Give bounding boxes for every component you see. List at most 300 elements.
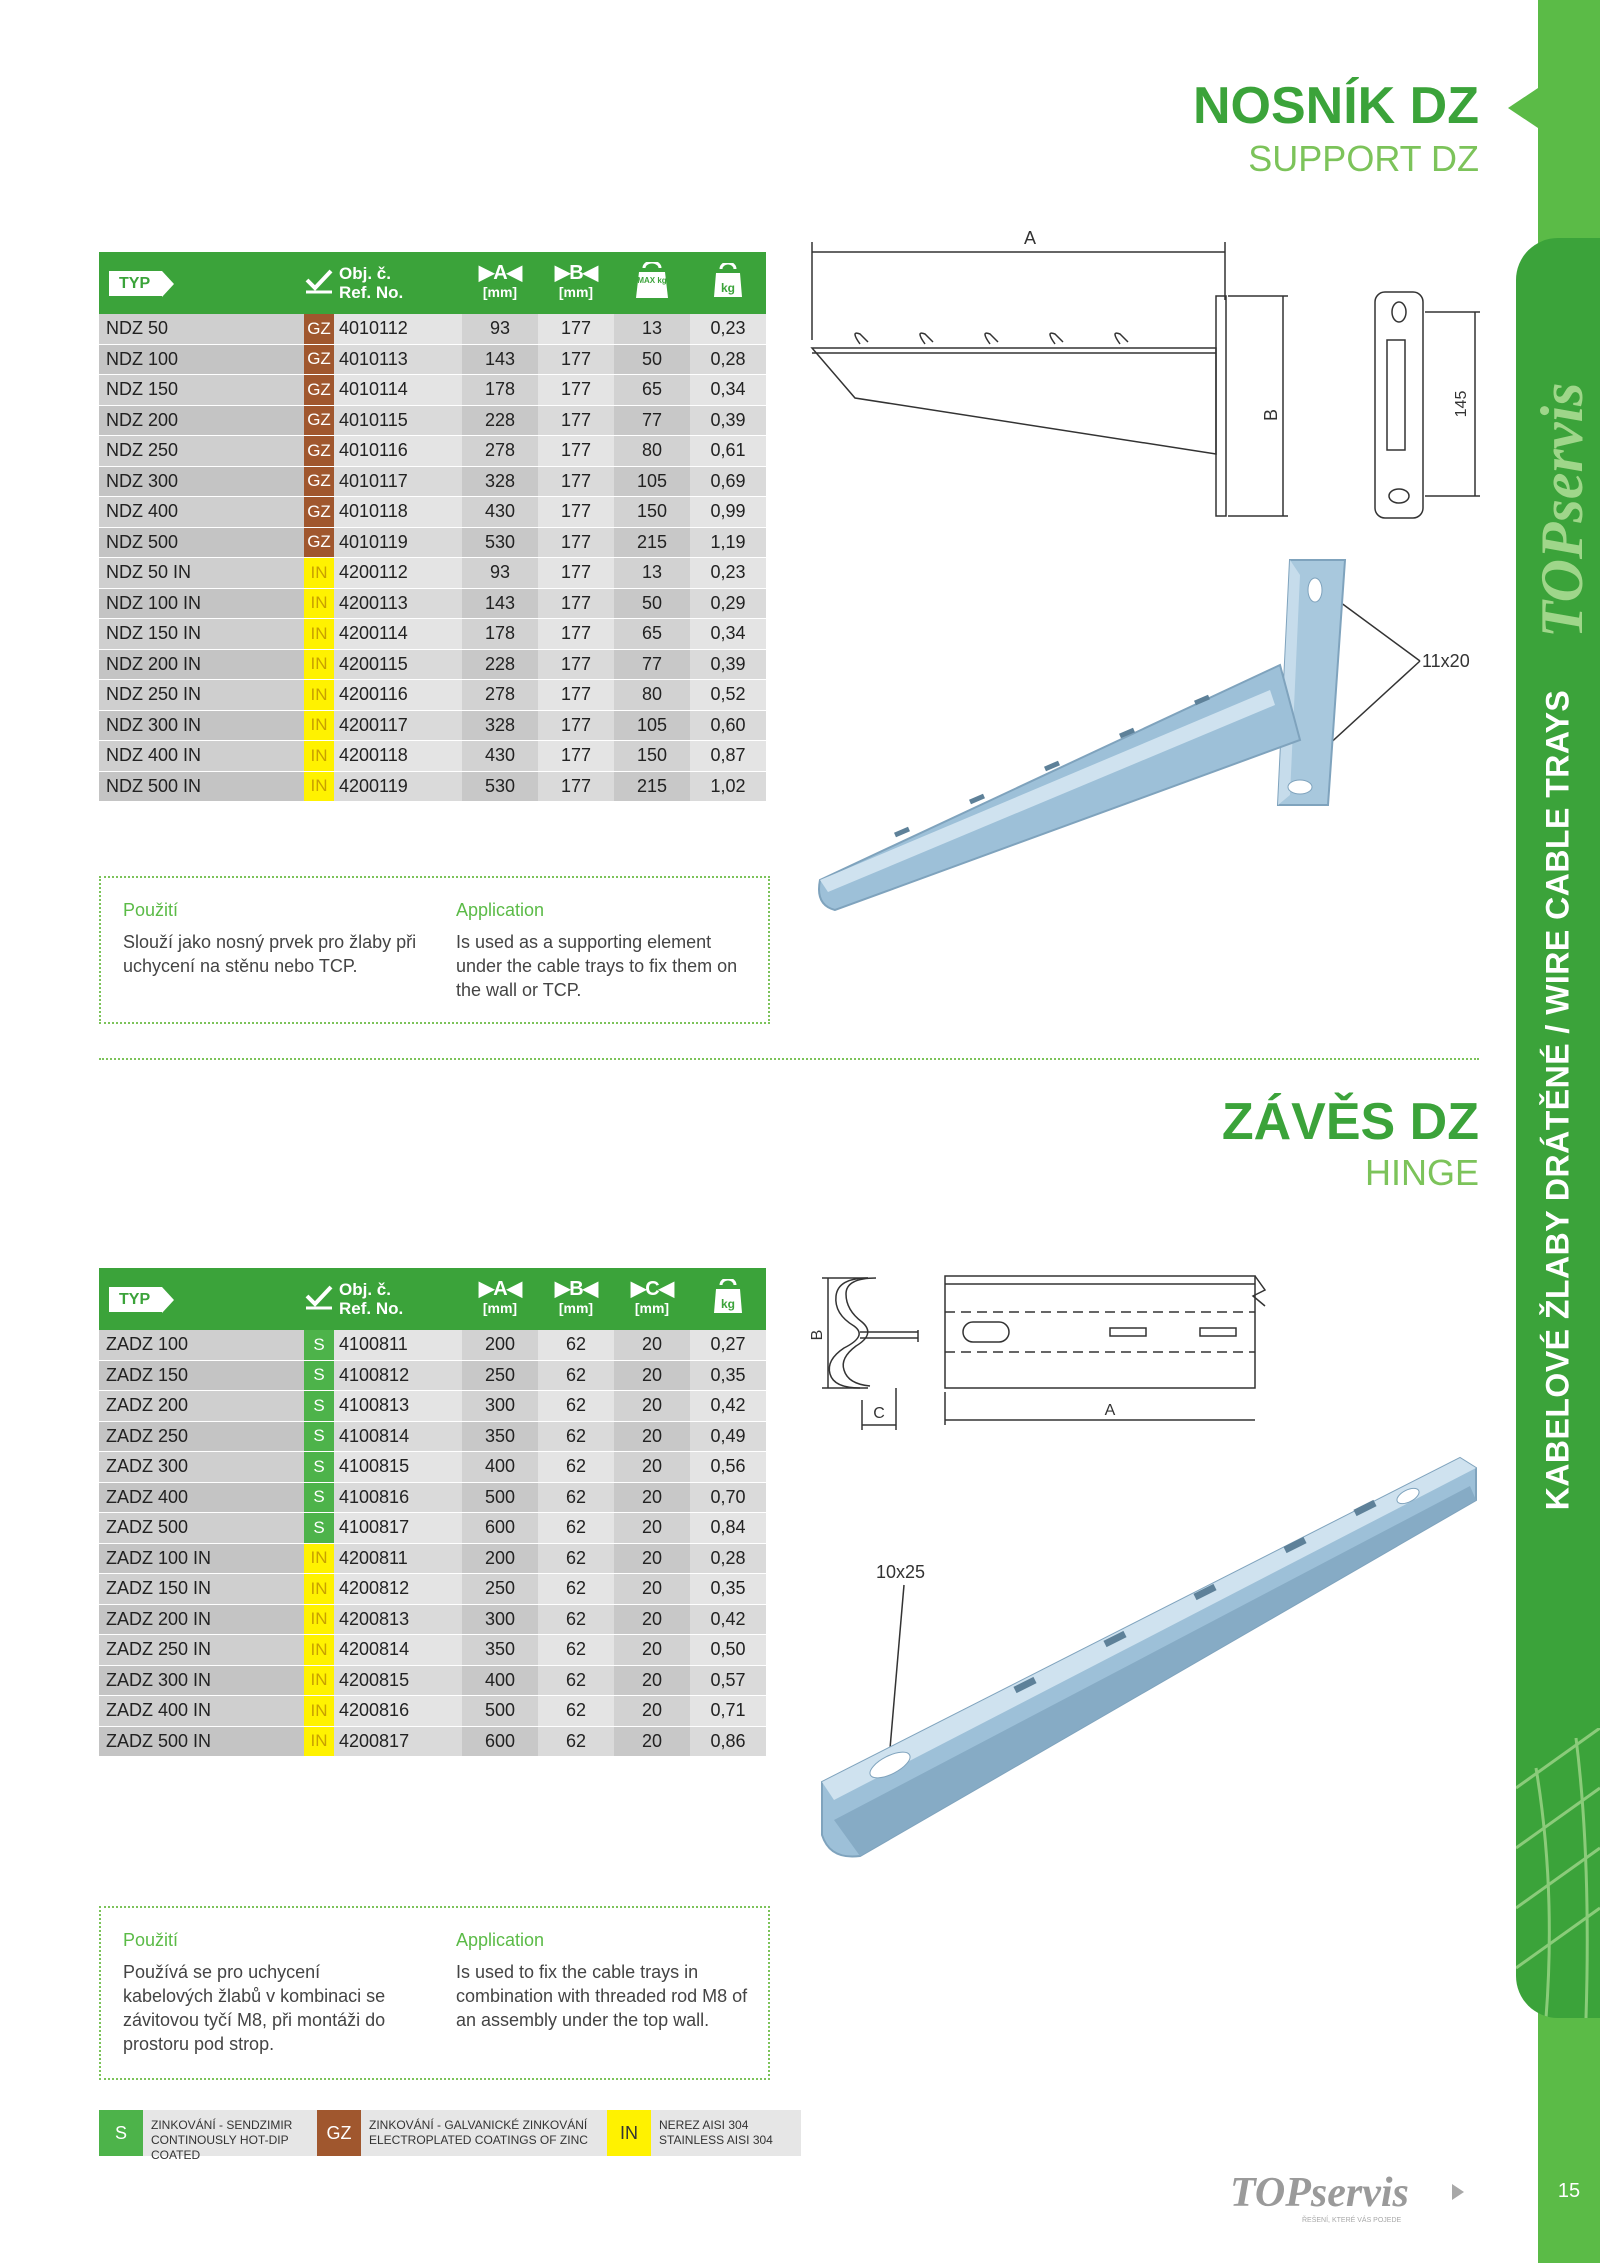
cell-kg: 0,39: [690, 406, 766, 437]
cell-a: 300: [462, 1605, 538, 1636]
dim-a: A: [1023, 228, 1037, 248]
cell-c: 20: [614, 1391, 690, 1422]
cell-b: 177: [538, 314, 614, 345]
cell-max: 80: [614, 436, 690, 467]
table-row: [99, 1330, 766, 1361]
check-icon: [304, 1268, 334, 1330]
cell-a: 228: [462, 650, 538, 681]
cell-kg: 0,52: [690, 680, 766, 711]
table-row: [99, 1544, 766, 1575]
weight-icon: [690, 1268, 766, 1330]
a-unit: [mm]: [482, 1300, 518, 1316]
cell-a: 143: [462, 589, 538, 620]
cell-type: ZADZ 250: [99, 1422, 304, 1453]
cell-type: ZADZ 100 IN: [99, 1544, 304, 1575]
cell-kg: 0,99: [690, 497, 766, 528]
section1-table: [99, 252, 766, 802]
side-notch: [1508, 88, 1538, 128]
table-row: [99, 1605, 766, 1636]
cell-finish: IN: [304, 1696, 334, 1727]
cell-a: 430: [462, 741, 538, 772]
cell-ref: 4100812: [334, 1361, 462, 1392]
cell-a: 93: [462, 314, 538, 345]
cell-c: 20: [614, 1635, 690, 1666]
cell-finish: GZ: [304, 497, 334, 528]
cell-type: ZADZ 150 IN: [99, 1574, 304, 1605]
usage-text-en: Is used to fix the cable trays in combination with threaded rod M8 of an assembly under the top wall.: [456, 1962, 748, 2030]
cell-finish: GZ: [304, 528, 334, 559]
cell-b: 62: [538, 1666, 614, 1697]
cell-type: ZADZ 200 IN: [99, 1605, 304, 1636]
table-row: [99, 1635, 766, 1666]
cell-a: 350: [462, 1422, 538, 1453]
side-wire-pattern: [1516, 1728, 1600, 2018]
dim-c: C: [873, 1405, 885, 1422]
section2-title: ZÁVĚS DZ: [1221, 1093, 1479, 1151]
table-row: [99, 1666, 766, 1697]
cell-b: 177: [538, 375, 614, 406]
cell-type: NDZ 400 IN: [99, 741, 304, 772]
section1-title: NOSNÍK DZ: [1193, 77, 1479, 135]
cell-kg: 0,34: [690, 619, 766, 650]
cell-b: 177: [538, 589, 614, 620]
cell-kg: 0,87: [690, 741, 766, 772]
cell-max: 215: [614, 772, 690, 803]
check-icon: [304, 252, 334, 314]
legend-in-text: NEREZ AISI 304 STAINLESS AISI 304: [651, 2110, 801, 2156]
cell-ref: 4200115: [334, 650, 462, 681]
cell-kg: 0,60: [690, 711, 766, 742]
cell-kg: 1,19: [690, 528, 766, 559]
table-row: [99, 345, 766, 376]
cell-ref: 4200815: [334, 1666, 462, 1697]
c-header: ▶C◀: [630, 1278, 674, 1300]
dim-b: B: [1261, 408, 1281, 422]
cell-kg: 0,27: [690, 1330, 766, 1361]
cell-ref: 4200112: [334, 558, 462, 589]
cell-type: NDZ 50 IN: [99, 558, 304, 589]
cell-ref: 4200811: [334, 1544, 462, 1575]
cell-b: 177: [538, 497, 614, 528]
cell-ref: 4200812: [334, 1574, 462, 1605]
cell-ref: 4200114: [334, 619, 462, 650]
cell-a: 400: [462, 1452, 538, 1483]
cell-ref: 4010114: [334, 375, 462, 406]
cell-kg: 0,57: [690, 1666, 766, 1697]
cell-b: 177: [538, 345, 614, 376]
cell-kg: 0,61: [690, 436, 766, 467]
cell-ref: 4200816: [334, 1696, 462, 1727]
cell-c: 20: [614, 1422, 690, 1453]
cell-type: ZADZ 400: [99, 1483, 304, 1514]
cell-max: 65: [614, 619, 690, 650]
cell-ref: 4010118: [334, 497, 462, 528]
page-number: 15: [1557, 2180, 1581, 2202]
dim-a: A: [1104, 1402, 1116, 1419]
cell-kg: 0,71: [690, 1696, 766, 1727]
cell-kg: 0,70: [690, 1483, 766, 1514]
cell-kg: 0,23: [690, 558, 766, 589]
cell-c: 20: [614, 1666, 690, 1697]
cell-type: ZADZ 400 IN: [99, 1696, 304, 1727]
table-header: [99, 252, 766, 314]
dim-145: 145: [1453, 390, 1470, 418]
ref-header-en: Ref. No.: [339, 1299, 404, 1318]
cell-kg: 0,23: [690, 314, 766, 345]
table-row: [99, 1513, 766, 1544]
footer-logo: [1230, 2168, 1470, 2228]
cell-type: NDZ 250: [99, 436, 304, 467]
cell-finish: S: [304, 1452, 334, 1483]
cell-kg: 0,34: [690, 375, 766, 406]
cell-a: 600: [462, 1727, 538, 1758]
cell-b: 177: [538, 436, 614, 467]
cell-b: 177: [538, 741, 614, 772]
cell-finish: GZ: [304, 406, 334, 437]
cell-max: 215: [614, 528, 690, 559]
cell-kg: 0,35: [690, 1361, 766, 1392]
cell-type: ZADZ 500 IN: [99, 1727, 304, 1758]
cell-finish: GZ: [304, 467, 334, 498]
cell-a: 530: [462, 528, 538, 559]
table-row: [99, 467, 766, 498]
svg-text:kg: kg: [720, 281, 736, 295]
cell-kg: 0,42: [690, 1391, 766, 1422]
cell-finish: IN: [304, 680, 334, 711]
cell-finish: IN: [304, 1544, 334, 1575]
cell-ref: 4010115: [334, 406, 462, 437]
table-row: [99, 1452, 766, 1483]
cell-max: 150: [614, 741, 690, 772]
cell-c: 20: [614, 1727, 690, 1758]
typ-badge: TYP: [109, 271, 162, 296]
table-row: [99, 680, 766, 711]
cell-finish: IN: [304, 558, 334, 589]
cell-b: 177: [538, 711, 614, 742]
cell-c: 20: [614, 1361, 690, 1392]
finish-legend: [99, 2110, 801, 2162]
table-row: [99, 497, 766, 528]
table-row: [99, 558, 766, 589]
cell-type: ZADZ 300 IN: [99, 1666, 304, 1697]
cell-b: 62: [538, 1513, 614, 1544]
cell-a: 328: [462, 467, 538, 498]
svg-text:MAX kg: MAX kg: [637, 276, 667, 285]
cell-finish: GZ: [304, 314, 334, 345]
cell-max: 13: [614, 558, 690, 589]
cell-b: 62: [538, 1452, 614, 1483]
cell-ref: 4100816: [334, 1483, 462, 1514]
usage-label-cz: Použití: [123, 1930, 179, 1950]
legend-gz-text: ZINKOVÁNÍ - GALVANICKÉ ZINKOVÁNÍ ELECTROPLATED COATINGS OF ZINC: [361, 2110, 607, 2156]
cell-finish: S: [304, 1422, 334, 1453]
table-row: [99, 1361, 766, 1392]
cell-kg: 0,42: [690, 1605, 766, 1636]
cell-a: 328: [462, 711, 538, 742]
a-header: ▶A◀: [478, 262, 522, 284]
cell-kg: 0,56: [690, 1452, 766, 1483]
cell-a: 500: [462, 1696, 538, 1727]
b-header: ▶B◀: [554, 262, 598, 284]
table-row: [99, 772, 766, 803]
cell-kg: 0,49: [690, 1422, 766, 1453]
cell-b: 62: [538, 1391, 614, 1422]
cell-ref: 4010116: [334, 436, 462, 467]
cell-ref: 4200814: [334, 1635, 462, 1666]
usage-label-cz: Použití: [123, 900, 179, 920]
cell-a: 143: [462, 345, 538, 376]
a-unit: [mm]: [482, 284, 518, 300]
weight-icon: [690, 252, 766, 314]
cell-c: 20: [614, 1330, 690, 1361]
usage-text-cz: Slouží jako nosný prvek pro žlaby při uchycení na stěnu nebo TCP.: [123, 932, 417, 976]
cell-type: NDZ 100 IN: [99, 589, 304, 620]
cell-finish: IN: [304, 619, 334, 650]
cell-b: 62: [538, 1574, 614, 1605]
cell-type: NDZ 200 IN: [99, 650, 304, 681]
cell-type: NDZ 500: [99, 528, 304, 559]
cell-b: 177: [538, 619, 614, 650]
section2-table: [99, 1268, 766, 1757]
cell-b: 177: [538, 680, 614, 711]
cell-c: 20: [614, 1513, 690, 1544]
table-row: [99, 741, 766, 772]
table-row: [99, 528, 766, 559]
cell-a: 278: [462, 436, 538, 467]
cell-finish: S: [304, 1330, 334, 1361]
cell-b: 62: [538, 1696, 614, 1727]
b-header: ▶B◀: [554, 1278, 598, 1300]
cell-finish: IN: [304, 772, 334, 803]
cell-b: 177: [538, 528, 614, 559]
cell-ref: 4200116: [334, 680, 462, 711]
ref-header-cz: Obj. č.: [339, 1280, 391, 1299]
cell-kg: 0,86: [690, 1727, 766, 1758]
cell-type: NDZ 100: [99, 345, 304, 376]
cell-b: 177: [538, 467, 614, 498]
cell-finish: GZ: [304, 436, 334, 467]
cell-ref: 4010117: [334, 467, 462, 498]
dim-b: B: [809, 1329, 826, 1341]
cell-kg: 0,28: [690, 345, 766, 376]
cell-finish: IN: [304, 1574, 334, 1605]
cell-max: 150: [614, 497, 690, 528]
cell-type: NDZ 50: [99, 314, 304, 345]
section1-usage: [99, 876, 770, 1024]
cell-a: 400: [462, 1666, 538, 1697]
table-row: [99, 314, 766, 345]
cell-ref: 4100814: [334, 1422, 462, 1453]
cell-type: NDZ 500 IN: [99, 772, 304, 803]
cell-kg: 0,69: [690, 467, 766, 498]
cell-a: 200: [462, 1330, 538, 1361]
cell-finish: IN: [304, 1605, 334, 1636]
cell-type: ZADZ 500: [99, 1513, 304, 1544]
typ-badge: TYP: [109, 1287, 162, 1312]
cell-a: 200: [462, 1544, 538, 1575]
table-row: [99, 1574, 766, 1605]
cell-a: 600: [462, 1513, 538, 1544]
table-row: [99, 1391, 766, 1422]
legend-s-swatch: S: [99, 2110, 143, 2156]
cell-finish: IN: [304, 1727, 334, 1758]
cell-ref: 4200119: [334, 772, 462, 803]
cell-ref: 4200118: [334, 741, 462, 772]
cell-b: 62: [538, 1361, 614, 1392]
table-row: [99, 436, 766, 467]
cell-max: 13: [614, 314, 690, 345]
cell-ref: 4200813: [334, 1605, 462, 1636]
legend-in-swatch: IN: [607, 2110, 651, 2156]
side-logo: [1516, 238, 1600, 658]
cell-b: 62: [538, 1727, 614, 1758]
cell-b: 177: [538, 406, 614, 437]
cell-c: 20: [614, 1696, 690, 1727]
table-row: [99, 589, 766, 620]
cell-b: 62: [538, 1605, 614, 1636]
cell-ref: 4200817: [334, 1727, 462, 1758]
cell-type: ZADZ 200: [99, 1391, 304, 1422]
table-header: [99, 1268, 766, 1330]
cell-ref: 4010119: [334, 528, 462, 559]
cell-b: 177: [538, 650, 614, 681]
section1-subtitle: SUPPORT DZ: [1248, 138, 1479, 179]
cell-type: ZADZ 100: [99, 1330, 304, 1361]
cell-c: 20: [614, 1452, 690, 1483]
cell-a: 530: [462, 772, 538, 803]
cell-type: NDZ 150 IN: [99, 619, 304, 650]
cell-ref: 4100813: [334, 1391, 462, 1422]
ref-header-en: Ref. No.: [339, 283, 404, 302]
cell-type: NDZ 250 IN: [99, 680, 304, 711]
ref-header-cz: Obj. č.: [339, 264, 391, 283]
cell-finish: IN: [304, 741, 334, 772]
cell-finish: S: [304, 1513, 334, 1544]
cell-kg: 0,84: [690, 1513, 766, 1544]
hinge-dz-3d: [822, 1458, 1476, 1857]
cell-a: 93: [462, 558, 538, 589]
svg-text:TOPservis: TOPservis: [1230, 2170, 1409, 2216]
cell-finish: GZ: [304, 375, 334, 406]
cell-a: 278: [462, 680, 538, 711]
cell-type: NDZ 300: [99, 467, 304, 498]
cell-b: 62: [538, 1422, 614, 1453]
legend-gz-swatch: GZ: [317, 2110, 361, 2156]
c-unit: [mm]: [634, 1300, 670, 1316]
cell-kg: 0,35: [690, 1574, 766, 1605]
cell-type: NDZ 150: [99, 375, 304, 406]
cell-finish: S: [304, 1483, 334, 1514]
b-unit: [mm]: [558, 284, 594, 300]
hole-label: 10x25: [876, 1562, 926, 1582]
cell-max: 50: [614, 589, 690, 620]
cell-finish: IN: [304, 711, 334, 742]
support-dz-drawing: [800, 220, 1500, 920]
cell-b: 62: [538, 1544, 614, 1575]
section-divider: [99, 1058, 1479, 1060]
a-header: ▶A◀: [478, 1278, 522, 1300]
cell-max: 105: [614, 711, 690, 742]
cell-finish: IN: [304, 1666, 334, 1697]
cell-finish: IN: [304, 589, 334, 620]
cell-max: 65: [614, 375, 690, 406]
cell-b: 177: [538, 558, 614, 589]
cell-kg: 0,28: [690, 1544, 766, 1575]
max-load-icon: [614, 252, 690, 314]
cell-type: ZADZ 150: [99, 1361, 304, 1392]
cell-ref: 4200117: [334, 711, 462, 742]
cell-a: 500: [462, 1483, 538, 1514]
cell-finish: IN: [304, 650, 334, 681]
cell-kg: 0,50: [690, 1635, 766, 1666]
svg-text:kg: kg: [720, 1297, 736, 1311]
table-row: [99, 650, 766, 681]
table-row: [99, 1422, 766, 1453]
cell-a: 250: [462, 1574, 538, 1605]
cell-max: 77: [614, 650, 690, 681]
table-row: [99, 406, 766, 437]
cell-finish: IN: [304, 1635, 334, 1666]
cell-kg: 0,29: [690, 589, 766, 620]
table-row: [99, 1696, 766, 1727]
hole-label: 11x20: [1422, 651, 1470, 671]
cell-ref: 4100815: [334, 1452, 462, 1483]
cell-ref: 4200113: [334, 589, 462, 620]
cell-max: 50: [614, 345, 690, 376]
cell-kg: 1,02: [690, 772, 766, 803]
cell-max: 77: [614, 406, 690, 437]
cell-c: 20: [614, 1544, 690, 1575]
cell-a: 430: [462, 497, 538, 528]
support-dz-3d: [819, 560, 1345, 910]
cell-b: 62: [538, 1483, 614, 1514]
usage-text-en: Is used as a supporting element under the cable trays to fix them on the wall or TCP.: [456, 932, 738, 1000]
table-row: [99, 619, 766, 650]
table-row: [99, 1483, 766, 1514]
table-row: [99, 375, 766, 406]
cell-b: 177: [538, 772, 614, 803]
cell-a: 178: [462, 619, 538, 650]
cell-a: 300: [462, 1391, 538, 1422]
table-row: [99, 711, 766, 742]
svg-text:ŘEŠENÍ, KTERÉ VÁS POJEDE: ŘEŠENÍ, KTERÉ VÁS POJEDE: [1302, 2217, 1402, 2224]
cell-c: 20: [614, 1483, 690, 1514]
usage-label-en: Application: [456, 1930, 545, 1950]
cell-a: 228: [462, 406, 538, 437]
cell-a: 350: [462, 1635, 538, 1666]
cell-max: 80: [614, 680, 690, 711]
cell-a: 250: [462, 1361, 538, 1392]
hinge-dz-drawing: [800, 1260, 1500, 1880]
usage-text-cz: Používá se pro uchycení kabelových žlabů v kombinaci se závitovou tyčí M8, při montáži do prostoru pod strop.: [123, 1962, 386, 2054]
cell-ref: 4100817: [334, 1513, 462, 1544]
cell-max: 105: [614, 467, 690, 498]
cell-type: ZADZ 250 IN: [99, 1635, 304, 1666]
svg-text:TOPservis: TOPservis: [1529, 382, 1595, 638]
cell-type: NDZ 300 IN: [99, 711, 304, 742]
section2-usage: [99, 1906, 770, 2080]
cell-finish: GZ: [304, 345, 334, 376]
section2-subtitle: HINGE: [1364, 1152, 1479, 1193]
cell-a: 178: [462, 375, 538, 406]
cell-b: 62: [538, 1635, 614, 1666]
cell-type: NDZ 200: [99, 406, 304, 437]
cell-ref: 4010112: [334, 314, 462, 345]
cell-type: ZADZ 300: [99, 1452, 304, 1483]
table-row: [99, 1727, 766, 1758]
b-unit: [mm]: [558, 1300, 594, 1316]
usage-label-en: Application: [456, 900, 545, 920]
